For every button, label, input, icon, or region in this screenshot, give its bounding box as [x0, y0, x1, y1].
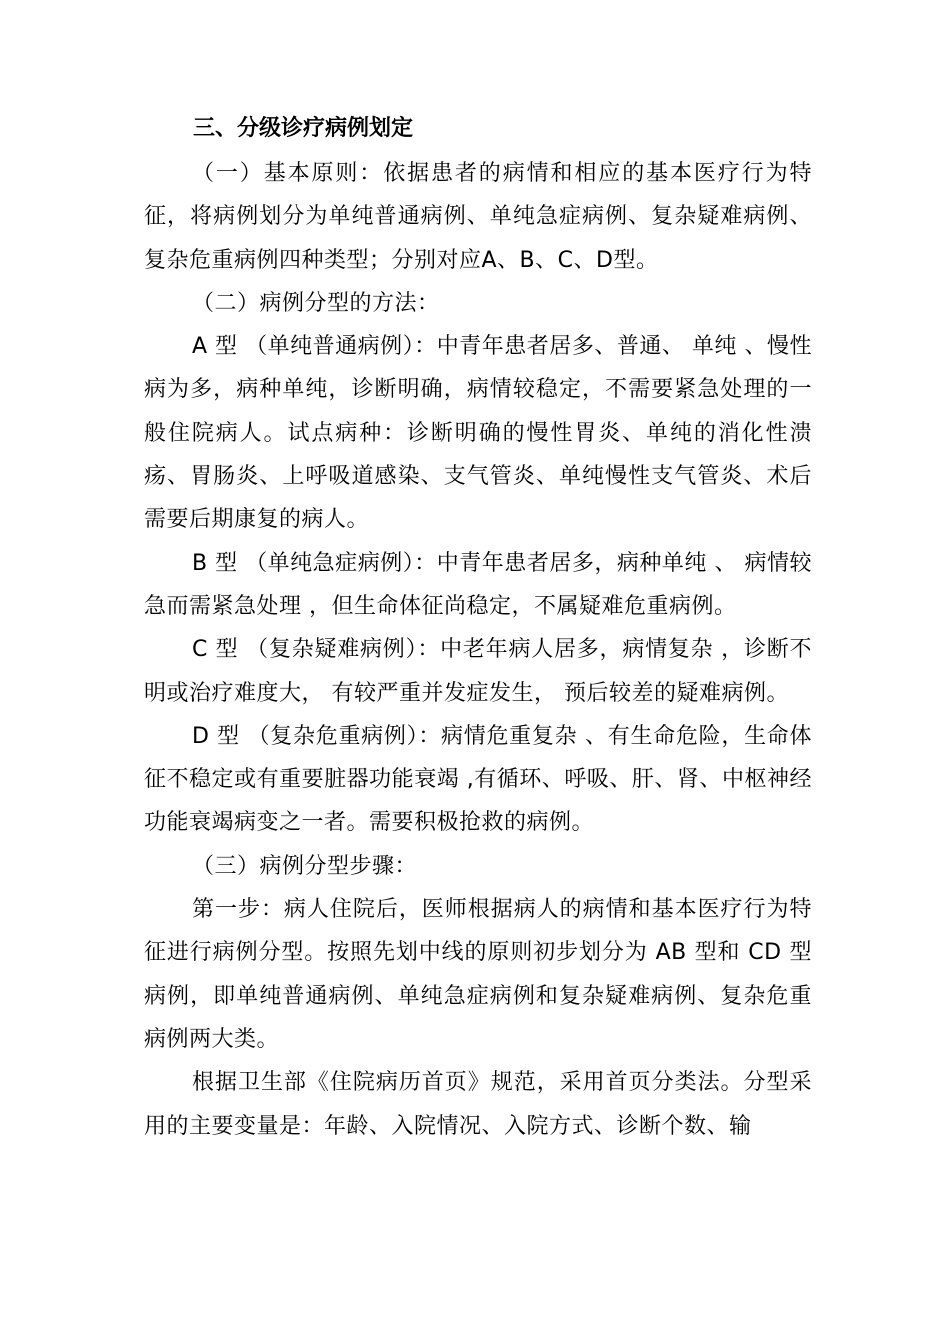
paragraph-type-b: B 型 （单纯急症病例）：中青年患者居多，病种单纯 、 病情较急而需紧急处理 ，但生命体征尚稳定，不属疑难危重病例。 [144, 550, 812, 619]
paragraph-basic-principle: （一）基本原则：依据患者的病情和相应的基本医疗行为特征，将病例划分为单纯普通病例、单纯急症病例、复杂疑难病例、复杂危重病例四种类型；分别对应A、B、C、D型。 [144, 161, 812, 273]
paragraph-type-a: A 型 （单纯普通病例）：中青年患者居多、普通、 单纯 、慢性病为多，病种单纯，诊断明确，病情较稳定，不需要紧急处理的一般住院病人。试点病种：诊断明确的慢性胃炎、单纯的消化性溃疡、胃肠炎、上呼吸道感染、支气管炎、单纯慢性支气管炎、术后需要后期康复的病人。 [144, 334, 812, 533]
paragraph-method-title: （二）病例分型的方法： [192, 290, 440, 316]
paragraph-steps-title: （三）病例分型步骤： [192, 853, 418, 879]
paragraph-type-c: C 型 （复杂疑难病例）：中老年病人居多，病情复杂 ，诊断不明或治疗难度大， 有较严重并发症发生， 预后较差的疑难病例。 [144, 637, 812, 706]
paragraph-step-one: 第一步：病人住院后，医师根据病人的病情和基本医疗行为特征进行病例分型。按照先划中线的原则初步划分为 AB 型和 CD 型病例，即单纯普通病例、单纯急症病例和复杂疑难病例、复杂危重病例两大类。 [144, 897, 812, 1052]
section-heading: 三、分级诊疗病例划定 [193, 116, 414, 141]
paragraph-homepage-method: 根据卫生部《住院病历首页》规范，采用首页分类法。分型采用的主要变量是：年龄、入院情况、入院方式、诊断个数、输 [144, 1070, 812, 1139]
document-body [144, 152, 812, 1148]
paragraph-type-d: D 型 （复杂危重病例）：病情危重复杂 、有生命危险，生命体征不稳定或有重要脏器功能衰竭 ,有循环、呼吸、肝、肾、中枢神经功能衰竭病变之一者。需要积极抢救的病例。 [144, 723, 812, 836]
